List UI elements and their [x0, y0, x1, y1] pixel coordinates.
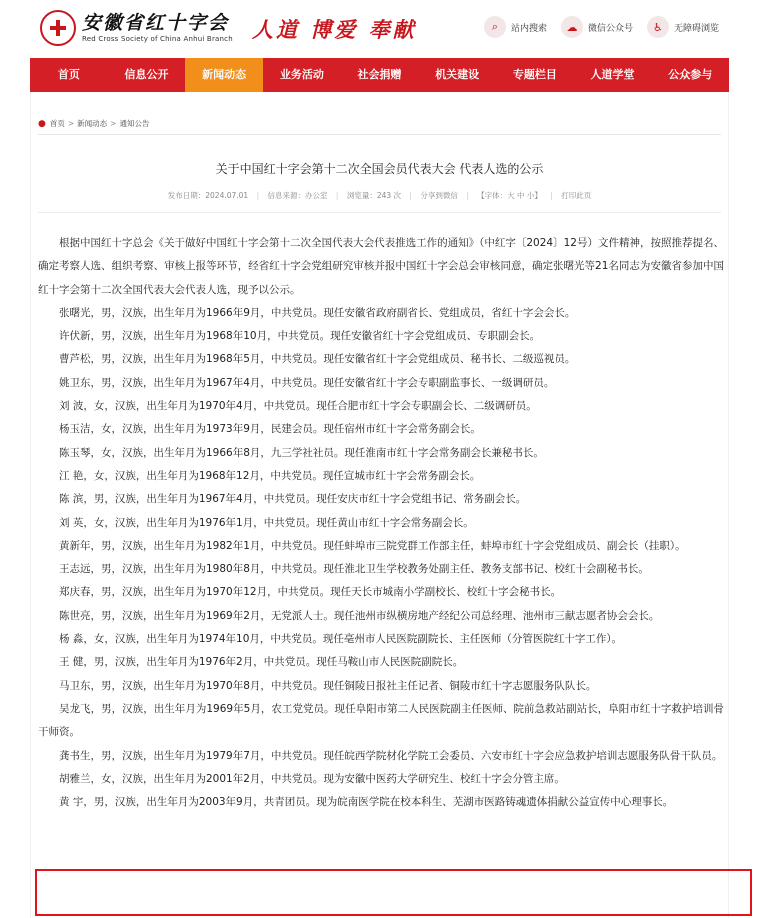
logo-title-cn: 安徽省红十字会: [82, 12, 230, 34]
breadcrumb: [38, 118, 149, 129]
candidate-paragraph: 姚卫东，男，汉族，出生年月为1967年4月，中共党员。现任安徽省红十字会专职副监事长、一级调研员。: [59, 376, 555, 389]
breadcrumb-sep: >: [67, 119, 75, 128]
search-icon: ⌕: [484, 16, 506, 38]
candidate-paragraph: 江 艳，女，汉族，出生年月为1968年12月，中共党员。现任宣城市红十字会常务副会长。: [59, 469, 481, 482]
candidate-paragraph: 吴龙飞，男，汉族，出生年月为1969年5月，农工党党员。现任阜阳市第二人民医院副主任医师、院前急救站副站长，阜阳市红十字救护培训骨干师资。: [38, 702, 724, 739]
candidate-paragraph: 曹芦松，男，汉族，出生年月为1968年5月，中共党员。现任安徽省红十字会党组成员、秘书长、二级巡视员。: [59, 353, 576, 366]
candidate-paragraph: 王志远，男，汉族，出生年月为1980年8月，中共党员。现任淮北卫生学校教务处副主任、教务支部书记、校红十会副秘书长。: [59, 563, 649, 576]
candidate-paragraph: 许伏新，男，汉族，出生年月为1968年10月，中共党员。现任安徽省红十字会党组成员、专职副会长。: [59, 330, 541, 343]
red-cross-icon: [40, 10, 76, 46]
site-search-button[interactable]: [484, 16, 547, 38]
article-title: 关于中国红十字会第十二次全国会员代表大会 代表人选的公示: [215, 162, 544, 176]
breadcrumb-sep: >: [110, 119, 117, 128]
candidate-paragraph: 马卫东，男，汉族，出生年月为1970年8月，中共党员。现任铜陵日报社主任记者、铜陵市红十字志愿服务队队长。: [59, 679, 597, 692]
share-wechat-link[interactable]: 分享到微信: [420, 191, 458, 200]
candidate-paragraph: 刘 英，女，汉族，出生年月为1976年1月，中共党员。现任黄山市红十字会常务副会长。: [59, 516, 474, 529]
candidate-paragraph: 黄新年，男，汉族，出生年月为1982年1月，中共党员。现任蚌埠市三院党群工作部主任，蚌埠市红十字会党组成员、副会长（挂职）。: [59, 539, 686, 552]
candidate-paragraph: 王 健，男，汉族，出生年月为1976年2月，中共党员。现任马鞍山市人民医院副院长。: [59, 656, 464, 669]
nav-item-donation[interactable]: 社会捐赠: [357, 68, 402, 81]
location-icon: ●: [38, 118, 46, 129]
logo-title-en: Red Cross Society of China Anhui Branch: [82, 35, 233, 43]
candidate-paragraph: 陈 滨，男，汉族，出生年月为1967年4月，中共党员。现任安庆市红十字会党组书记、常务副会长。: [59, 493, 527, 506]
view-count: 浏览量：243 次: [346, 191, 402, 200]
nav-item-academy[interactable]: 人道学堂: [590, 68, 635, 81]
candidate-paragraph: 张曙光，男，汉族，出生年月为1966年9月，中共党员。现任安徽省政府副省长、党组成员，省红十字会会长。: [59, 306, 576, 319]
article-meta: 发布日期：2024.07.01 | 信息来源：办公室 | 浏览量：243 次 | 分享到微信 | 【字体：大 中 小】 | 打印此页: [167, 191, 592, 200]
accessibility-button[interactable]: [647, 16, 719, 38]
site-slogan: 人道 博爱 奉献: [252, 17, 417, 42]
main-nav: [30, 58, 729, 92]
nav-item-topics[interactable]: 专题栏目: [512, 68, 557, 81]
article-body: [38, 232, 724, 814]
divider: [38, 134, 721, 135]
candidate-paragraph: 胡雅兰，女，汉族，出生年月为2001年2月，中共党员。现为安徽中医药大学研究生、校红十字会分管主席。: [59, 772, 565, 785]
candidate-paragraph: 龚书生，男，汉族，出生年月为1979年7月，中共党员。现任皖西学院材化学院工会委员、六安市红十字会应急救护培训志愿服务队骨干队员。: [59, 749, 723, 762]
nav-item-organization[interactable]: 机关建设: [435, 68, 480, 81]
wechat-label: 微信公众号: [587, 23, 633, 34]
candidate-paragraph: 陈世亮，男，汉族，出生年月为1969年2月，无党派人士。现任池州市纵横房地产经纪公司总经理、池州市三献志愿者协会会长。: [59, 609, 660, 622]
nav-item-participation[interactable]: 公众参与: [668, 68, 713, 81]
nav-item-activities[interactable]: 业务活动: [279, 68, 324, 81]
divider: [38, 212, 721, 213]
candidate-paragraph: 郑庆春，男，汉族，出生年月为1970年12月，中共党员。现任天长市城南小学副校长、校红十字会秘书长。: [59, 586, 562, 599]
breadcrumb-home[interactable]: 首页: [49, 119, 65, 128]
candidate-paragraph: 杨玉洁，女，汉族，出生年月为1973年9月，民建会员。现任宿州市红十字会常务副会长。: [59, 423, 481, 436]
site-header: [0, 0, 759, 56]
candidate-paragraph-highlighted: 黄 宇，男，汉族，出生年月为2003年9月，共青团员。现为皖南医学院在校本科生、芜湖市医路铸魂遗体捐献公益宣传中心理事长。: [59, 796, 674, 809]
publish-date: 发布日期：2024.07.01: [167, 191, 249, 200]
nav-item-info-disclosure[interactable]: 信息公开: [124, 68, 169, 81]
nav-item-news[interactable]: 新闻动态: [185, 58, 263, 92]
candidate-paragraph: 杨 淼，女，汉族，出生年月为1974年10月，中共党员。现任亳州市人民医院副院长、主任医师（分管医院红十字工作）。: [59, 633, 623, 646]
nav-item-home[interactable]: 首页: [57, 68, 80, 81]
intro-paragraph: 根据中国红十字总会《关于做好中国红十字会第十二次全国代表大会代表推选工作的通知》（中红字〔2024〕12号）文件精神，按照推荐提名、确定考察人选、组织考察、审核上报等环节，经省红十字会党组研究审核并报中国红十字会总会审核同意，确定张曙光等21名同志为安徽省参加中国红十字会第十二次全国代表大会代表人选，现予以公示。: [38, 237, 724, 296]
print-link[interactable]: 打印此页: [561, 191, 592, 200]
font-size-control[interactable]: 【字体：大 中 小】: [477, 191, 542, 200]
wechat-button[interactable]: [561, 16, 633, 38]
breadcrumb-news[interactable]: 新闻动态: [77, 119, 108, 128]
info-source: 信息来源：办公室: [267, 191, 328, 200]
wechat-icon: ☁: [561, 16, 583, 38]
site-logo[interactable]: [40, 10, 233, 46]
accessibility-icon: ♿: [647, 16, 669, 38]
breadcrumb-notice[interactable]: 通知公告: [119, 119, 150, 128]
candidate-paragraph: 陈玉琴，女，汉族，出生年月为1966年8月，九三学社社员。现任淮南市红十字会常务副会长兼秘书长。: [59, 446, 544, 459]
header-tools: [470, 16, 719, 38]
candidate-paragraph: 刘 波，女，汉族，出生年月为1970年4月，中共党员。现任合肥市红十字会专职副会长、二级调研员。: [59, 400, 537, 413]
site-search-label: 站内搜索: [510, 23, 547, 34]
accessibility-label: 无障碍浏览: [673, 23, 719, 34]
